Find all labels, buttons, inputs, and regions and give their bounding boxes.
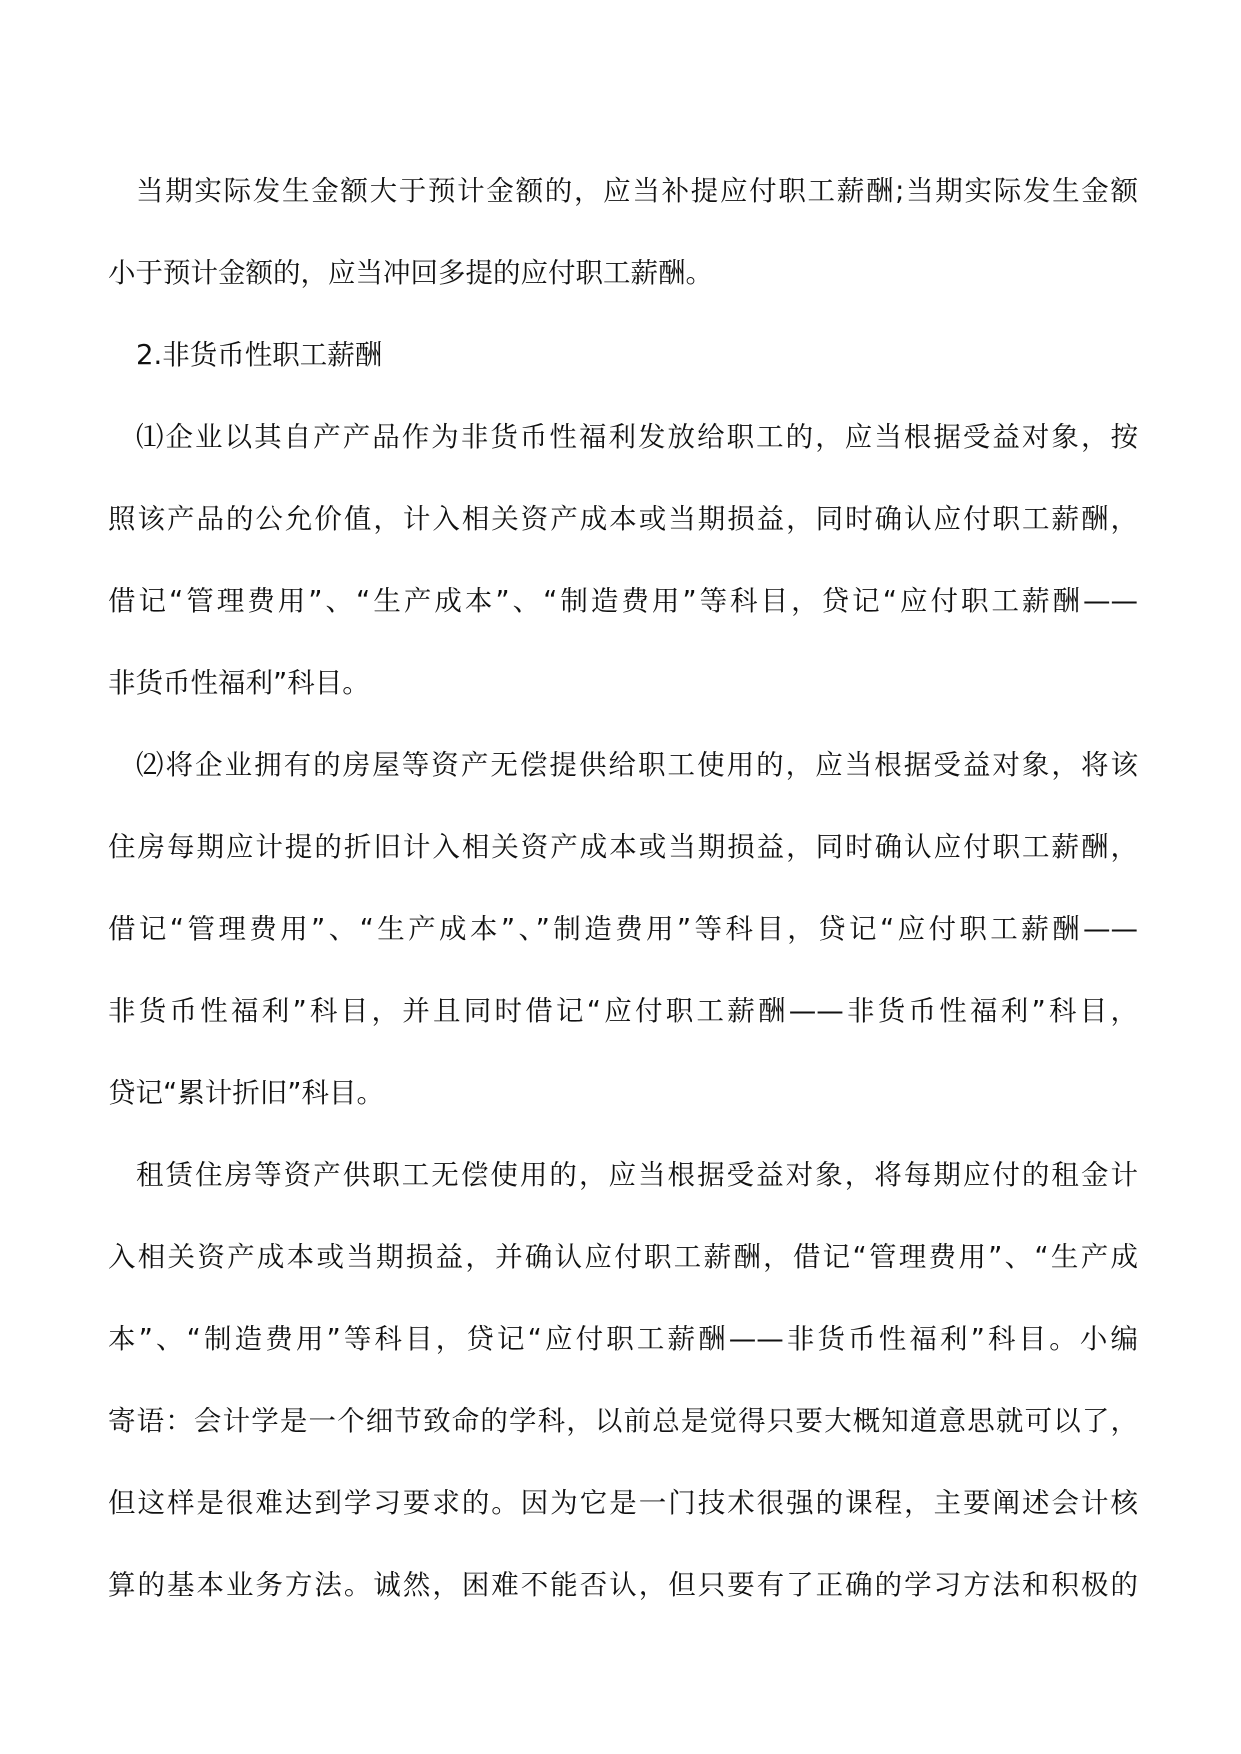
paragraph-line: 本”、“制造费用”等科目，贷记“应付职工薪酬——非货币性福利”科目。小编 bbox=[108, 1323, 1138, 1355]
paragraph-line: 算的基本业务方法。诚然，困难不能否认，但只要有了正确的学习方法和积极的 bbox=[108, 1569, 1138, 1601]
paragraph-line: 入相关资产成本或当期损益，并确认应付职工薪酬，借记“管理费用”、“生产成 bbox=[108, 1241, 1138, 1273]
paragraph-line: ⑴企业以其自产产品作为非货币性福利发放给职工的，应当根据受益对象，按 bbox=[136, 421, 1138, 453]
paragraph-line: 寄语：会计学是一个细节致命的学科，以前总是觉得只要大概知道意思就可以了， bbox=[108, 1405, 1138, 1437]
paragraph-line: 借记“管理费用”、“生产成本”、“制造费用”等科目，贷记“应付职工薪酬—— bbox=[108, 585, 1138, 617]
paragraph-line: 住房每期应计提的折旧计入相关资产成本或当期损益，同时确认应付职工薪酬， bbox=[108, 831, 1138, 863]
paragraph-line: 当期实际发生金额大于预计金额的，应当补提应付职工薪酬;当期实际发生金额 bbox=[136, 175, 1138, 207]
paragraph-line: 但这样是很难达到学习要求的。因为它是一门技术很强的课程，主要阐述会计核 bbox=[108, 1487, 1138, 1519]
paragraph-line: 租赁住房等资产供职工无偿使用的，应当根据受益对象，将每期应付的租金计 bbox=[136, 1159, 1138, 1191]
document-body bbox=[108, 150, 1138, 1626]
paragraph-line: 小于预计金额的，应当冲回多提的应付职工薪酬。 bbox=[108, 257, 713, 289]
paragraph-line: 非货币性福利”科目。 bbox=[108, 667, 370, 699]
paragraph-line: 非货币性福利”科目，并且同时借记“应付职工薪酬——非货币性福利”科目， bbox=[108, 995, 1138, 1027]
paragraph-line: 贷记“累计折旧”科目。 bbox=[108, 1077, 384, 1109]
paragraph-line: 照该产品的公允价值，计入相关资产成本或当期损益，同时确认应付职工薪酬， bbox=[108, 503, 1138, 535]
paragraph-line: ⑵将企业拥有的房屋等资产无偿提供给职工使用的，应当根据受益对象，将该 bbox=[136, 749, 1138, 781]
paragraph-line: 借记“管理费用”、“生产成本”、”制造费用”等科目，贷记“应付职工薪酬—— bbox=[108, 913, 1138, 945]
section-heading: 2.非货币性职工薪酬 bbox=[136, 339, 383, 371]
